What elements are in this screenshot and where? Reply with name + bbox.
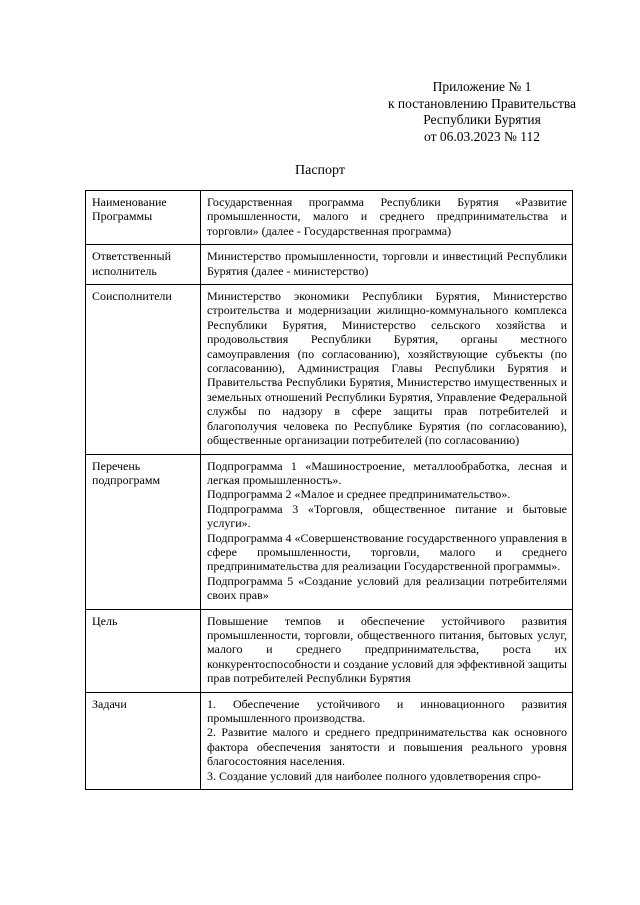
approval-appendix-line: Приложение № 1	[432, 79, 532, 94]
row-label-tasks: Задачи	[86, 692, 201, 789]
task-item: 3. Создание условий для наиболее полного удовлетворения спро-	[207, 768, 542, 783]
row-value-tasks	[201, 692, 573, 789]
row-label-subprograms: Перечень подпрограмм	[86, 454, 201, 609]
table-row	[86, 609, 573, 692]
passport-table	[85, 190, 573, 790]
subprogram-item: Подпрограмма 2 «Малое и среднее предпринимательство».	[207, 487, 511, 502]
task-item: 1. Обеспечение устойчивого и инновационного развития промышленного производства.	[207, 696, 567, 725]
table-row	[86, 191, 573, 245]
row-value-co-executors: Министерство экономики Республики Бурятия, Министерство строительства и модернизации жилищно-коммунального комплекса Республики Бурятия, Министерство сельского хозяйства и продовольствия Республики Бурятия, органы местного самоуправления (по согласованию), хозяйствующие субъекты (по согласованию), Администрация Главы Республики Бурятия и Правительства Республики Бурятия, Министерство имущественных и земельных отношений Республики Бурятия, Управление Федеральной службы по надзору в сфере защиты прав потребителей и благополучия человека по Республике Бурятия (по согласованию), общественные организации потребителей (по согласованию)	[201, 285, 573, 454]
page-title: Паспорт	[295, 163, 345, 178]
subprogram-item: Подпрограмма 5 «Создание условий для реализации потребителями своих прав»	[207, 573, 567, 603]
row-label-co-executors: Соисполнители	[86, 285, 201, 454]
table-row	[86, 692, 573, 789]
row-label-responsible: Ответственный исполнитель	[86, 245, 201, 285]
approval-republic-line: Республики Бурятия	[423, 112, 541, 127]
approval-resolution-line: к постановлению Правительства	[387, 95, 577, 111]
approval-date-line: от 06.03.2023 № 112	[424, 128, 540, 144]
subprogram-item: Подпрограмма 4 «Совершенствование государственного управления в сфере промышленности, торговли, малого и среднего предпринимательства для реализации Государственной программы».	[207, 530, 567, 574]
row-value-subprograms	[201, 454, 573, 609]
row-value-goal: Повышение темпов и обеспечение устойчивого развития промышленности, торговли, общественного питания, бытовых услуг, малого и среднего предпринимательства, роста их конкурентоспособности и создание условий для эффективной защиты прав потребителей Республики Бурятия	[201, 609, 573, 692]
row-label-goal: Цель	[86, 609, 201, 692]
table-row	[86, 454, 573, 609]
table-row	[86, 285, 573, 454]
row-label-program-name: Наименование Программы	[86, 191, 201, 245]
approval-block	[362, 79, 602, 145]
subprogram-item: Подпрограмма 3 «Торговля, общественное питание и бытовые услуги».	[207, 501, 567, 531]
task-item: 2. Развитие малого и среднего предпринимательства как основного фактора обеспечения занятости и повышения реального уровня благосостояния населения.	[207, 725, 567, 769]
subprogram-item: Подпрограмма 1 «Машиностроение, металлообработка, лесная и легкая промышленность».	[207, 458, 567, 487]
row-value-program-name: Государственная программа Республики Бурятия «Развитие промышленности, малого и среднего предпринимательства и торговли» (далее - Государственная программа)	[201, 191, 573, 245]
row-value-responsible: Министерство промышленности, торговли и инвестиций Республики Бурятия (далее - министерство)	[201, 245, 573, 285]
table-row	[86, 245, 573, 285]
